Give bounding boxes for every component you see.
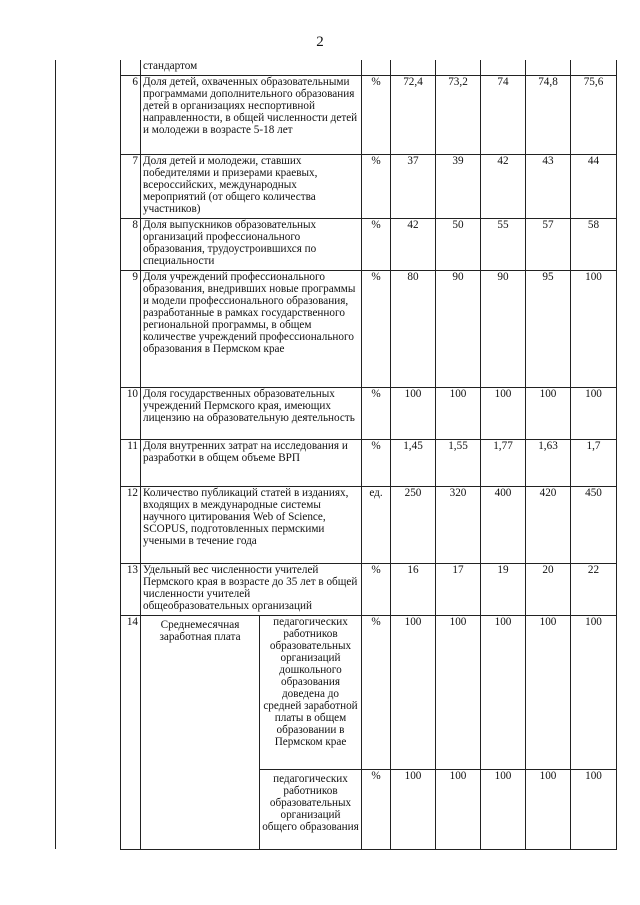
table-row [56,439,617,486]
row-text: Доля учреждений профессионального образования, внедривших новые программы и модели профессионального образования, разработанные в рамках государственного региональной программы, в общем количестве учреждений профессионального образования в Пермском крае [141,270,362,387]
row-unit: % [362,270,391,387]
row-value: 100 [436,387,481,439]
row-value: 100 [481,769,526,849]
row-number: 11 [121,439,141,486]
table-row [56,270,617,387]
row-value: 50 [436,218,481,270]
row-value: 100 [391,769,436,849]
row-value: 1,45 [391,439,436,486]
row-unit: % [362,563,391,615]
table-row [56,154,617,218]
row-unit: ед. [362,486,391,563]
row-number: 8 [121,218,141,270]
row-value: 95 [526,270,571,387]
row-value: 100 [481,615,526,769]
row-value: 37 [391,154,436,218]
row-text: педагогических работников образовательных организаций общего образования [260,769,362,849]
table-row [56,563,617,615]
row-value: 44 [571,154,617,218]
row-value: 90 [436,270,481,387]
row-value: 42 [391,218,436,270]
row-text: педагогических работников образовательных организаций дошкольного образования доведена до средней заработной платы в общем образовании в Пермском крае [260,615,362,769]
row-text: Доля детей, охваченных образовательными программами дополнительного образования детей в организациях неспортивной направленности, в общей численности детей и молодежи в возрасте 5-18 лет [141,75,362,154]
row-value: 22 [571,563,617,615]
row-value: 450 [571,486,617,563]
row-value: 1,77 [481,439,526,486]
row-value: 42 [481,154,526,218]
row-text: Доля выпускников образовательных организаций профессионального образования, трудоустроившихся по специальности [141,218,362,270]
row-value: 55 [481,218,526,270]
row-unit: % [362,387,391,439]
row-value: 100 [391,615,436,769]
row-value: 57 [526,218,571,270]
row-value: 39 [436,154,481,218]
row-value: 100 [436,615,481,769]
row-value: 100 [526,615,571,769]
salary-label: Среднемесячная заработная плата [141,615,260,849]
row-value: 100 [526,387,571,439]
row-unit: % [362,154,391,218]
page-number: 2 [316,34,324,50]
row-value: 100 [481,387,526,439]
row-unit: % [362,439,391,486]
row-value: 73,2 [436,75,481,154]
row-value: 16 [391,563,436,615]
row-number: 10 [121,387,141,439]
row-value: 250 [391,486,436,563]
row-value: 1,55 [436,439,481,486]
row-value: 100 [436,769,481,849]
row-value: 100 [391,387,436,439]
row-text: Количество публикаций статей в изданиях, входящих в международные системы научного цитирования Web of Science, SCOPUS, подготовленных пермскими учеными в течение года [141,486,362,563]
row-value: 1,7 [571,439,617,486]
row-value: 100 [571,769,617,849]
row-value: 19 [481,563,526,615]
row-value: 1,63 [526,439,571,486]
row-number: 13 [121,563,141,615]
table-row [56,387,617,439]
row-text: Доля государственных образовательных учреждений Пермского края, имеющих лицензию на образовательную деятельность [141,387,362,439]
row-value: 20 [526,563,571,615]
row-number: 7 [121,154,141,218]
row-value: 74 [481,75,526,154]
row-number: 6 [121,75,141,154]
row-value: 72,4 [391,75,436,154]
row-unit: % [362,218,391,270]
row-unit: % [362,75,391,154]
row-number: 14 [121,615,141,849]
row-value: 420 [526,486,571,563]
row-value: 17 [436,563,481,615]
table-row [56,75,617,154]
row-value: 80 [391,270,436,387]
row-number: 9 [121,270,141,387]
row-unit: % [362,615,391,769]
row-value: 43 [526,154,571,218]
row-value: 58 [571,218,617,270]
table-row [56,218,617,270]
row-value: 75,6 [571,75,617,154]
row-value: 320 [436,486,481,563]
row-value: 100 [571,615,617,769]
row-value: 100 [571,387,617,439]
row-number: 12 [121,486,141,563]
row-text: Доля детей и молодежи, ставших победителями и призерами краевых, всероссийских, международных мероприятий (от общего количества участников) [141,154,362,218]
row-value: 100 [526,769,571,849]
table-row [56,60,617,75]
row-text: Удельный вес численности учителей Пермского края в возрасте до 35 лет в общей численности учителей общеобразовательных организаций [141,563,362,615]
table-row [56,615,617,769]
row-text: стандартом [141,60,362,75]
table-row [56,486,617,563]
row-value: 90 [481,270,526,387]
row-unit: % [362,769,391,849]
indicators-table [55,60,617,850]
row-value: 100 [571,270,617,387]
row-value: 74,8 [526,75,571,154]
row-value: 400 [481,486,526,563]
row-text: Доля внутренних затрат на исследования и разработки в общем объеме ВРП [141,439,362,486]
